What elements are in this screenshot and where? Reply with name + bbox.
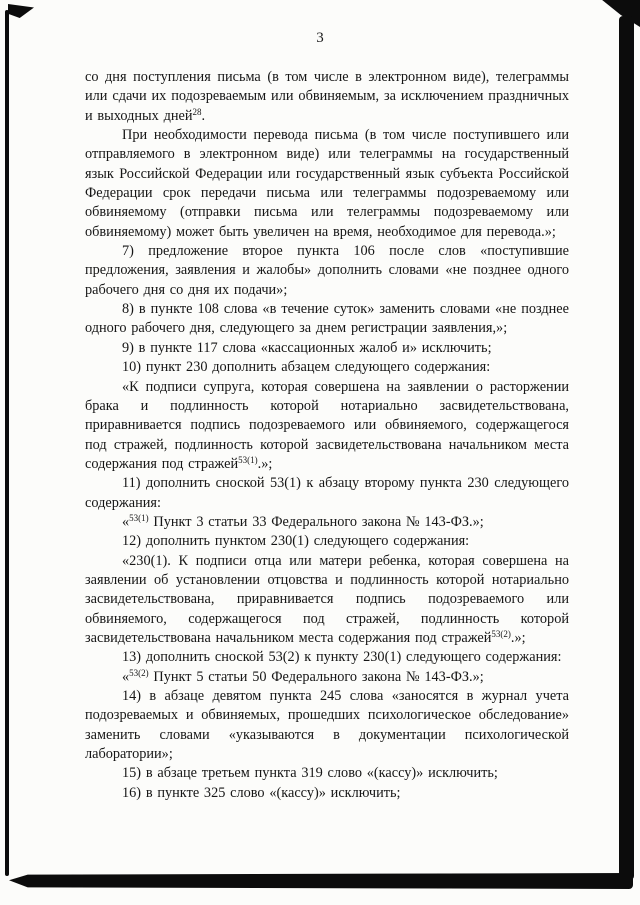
paragraph bbox=[85, 339, 569, 358]
paragraph-text: . bbox=[201, 107, 206, 124]
paragraph bbox=[85, 687, 569, 764]
paragraph bbox=[85, 474, 569, 513]
paragraph-text: 9) в пункте 117 слова «кассационных жалоб и» исключить; bbox=[122, 339, 492, 356]
paragraph-text: Пункт 3 статьи 33 Федерального закона № 143-ФЗ.»; bbox=[148, 513, 484, 530]
scan-edge-bottom bbox=[9, 873, 633, 889]
footnote-marker: 53(1) bbox=[238, 454, 258, 465]
paragraph-text: При необходимости перевода письма (в том числе поступившего или отправляемого в электронном виде) или телеграммы на государственный язык Российской Федерации или государственный язык субъекта Российской Федерации срок передачи письма или телеграммы подозреваемому или обвиняемому (отправки письма или телеграммы подозреваемому или обвиняемому) может быть увеличен на время, необходимое для перевода.»; bbox=[85, 127, 569, 240]
paragraph bbox=[85, 532, 569, 551]
footnote-marker: 53(1) bbox=[129, 512, 149, 523]
paragraph-text: 10) пункт 230 дополнить абзацем следующего содержания: bbox=[122, 359, 491, 376]
paragraph bbox=[85, 764, 569, 783]
paragraph-text: 15) в абзаце третьем пункта 319 слово «(кассу)» исключить; bbox=[122, 765, 498, 782]
scan-edge-right bbox=[619, 16, 634, 880]
paragraph bbox=[85, 68, 569, 126]
paragraph bbox=[85, 358, 569, 377]
paragraph bbox=[85, 648, 569, 667]
paragraph-text: «230(1). К подписи отца или матери ребенка, которая совершена на заявлении об установлении отцовства и подлинность которой нотариально засвидетельствована, приравнивается подпись подозреваемого или обвиняемого, содержащегося под стражей, подлинность которой засвидетельствована начальником места содержания под стражей bbox=[85, 552, 569, 646]
paragraph-text: .»; bbox=[510, 629, 526, 646]
paragraph-text: « bbox=[122, 668, 130, 685]
paragraph-text: 12) дополнить пунктом 230(1) следующего содержания: bbox=[122, 533, 470, 550]
paragraph bbox=[85, 552, 569, 649]
paragraph-text: 11) дополнить сноской 53(1) к абзацу второму пункта 230 следующего содержания: bbox=[85, 475, 569, 511]
footnote-marker: 28 bbox=[192, 106, 202, 117]
paragraph bbox=[85, 784, 569, 803]
paragraph-text: « bbox=[122, 513, 130, 530]
paragraph bbox=[85, 242, 569, 300]
page-number: 3 bbox=[316, 30, 324, 46]
paragraph bbox=[85, 378, 569, 475]
paragraph-text: 13) дополнить сноской 53(2) к пункту 230(1) следующего содержания: bbox=[122, 649, 562, 666]
paragraph-text: со дня поступления письма (в том числе в электронном виде), телеграммы или сдачи их подозреваемым или обвиняемым, за исключением праздничных и выходных дней bbox=[85, 69, 569, 124]
footnote-marker: 53(2) bbox=[129, 667, 149, 678]
paragraph-text: 8) в пункте 108 слова «в течение суток» заменить словами «не позднее одного рабочего дня, следующего за днем регистрации заявления,»; bbox=[85, 301, 569, 337]
scan-artifact-top-left-icon bbox=[8, 4, 34, 18]
paragraph bbox=[85, 126, 569, 242]
document-body bbox=[85, 68, 569, 803]
paragraph-text: Пункт 5 статьи 50 Федерального закона № 143-ФЗ.»; bbox=[148, 668, 484, 685]
paragraph-text: 7) предложение второе пункта 106 после слов «поступившие предложения, заявления и жалобы» дополнить словами «не позднее одного рабочего дня со дня их подачи»; bbox=[85, 243, 569, 298]
paragraph bbox=[85, 668, 569, 687]
footnote-marker: 53(2) bbox=[491, 628, 511, 639]
paragraph-text: .»; bbox=[257, 455, 273, 472]
paragraph bbox=[85, 300, 569, 339]
scan-edge-left bbox=[5, 10, 9, 876]
paragraph-text: «К подписи супруга, которая совершена на заявлении о расторжении брака и подлинность которой нотариально засвидетельствована, приравнивается подпись подозреваемого или обвиняемого, содержащегося под стражей, подлинность которой засвидетельствована начальником места содержания под стражей bbox=[85, 378, 569, 472]
paragraph-text: 16) в пункте 325 слово «(кассу)» исключить; bbox=[122, 784, 401, 801]
paragraph bbox=[85, 513, 569, 532]
paragraph-text: 14) в абзаце девятом пункта 245 слова «заносятся в журнал учета подозреваемых и обвиняемых, прошедших психологическое обследование» заменить словами «указываются в документации психологической лаборатории»; bbox=[85, 688, 569, 763]
